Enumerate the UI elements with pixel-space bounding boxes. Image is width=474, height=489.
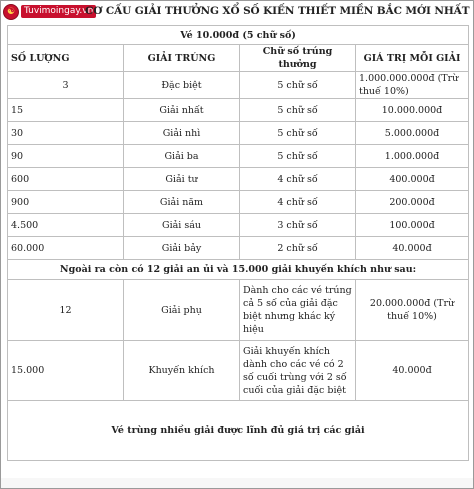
table-row	[8, 214, 469, 237]
column-header-value: GIÁ TRỊ MỖI GIẢI	[356, 45, 469, 72]
ticket-price-row	[8, 26, 469, 45]
quantity-cell: 30	[8, 122, 124, 145]
prize-table	[7, 25, 469, 461]
quantity-cell: 60.000	[8, 237, 124, 260]
quantity-cell: 4.500	[8, 214, 124, 237]
quantity-cell: 15.000	[8, 341, 124, 401]
prize-cell: Đặc biệt	[124, 72, 240, 99]
value-cell: 100.000đ	[356, 214, 469, 237]
digits-cell: 5 chữ số	[240, 122, 356, 145]
table-row	[8, 191, 469, 214]
table-row	[8, 168, 469, 191]
extra-note-row	[8, 260, 469, 280]
value-cell: 1.000.000đ	[356, 145, 469, 168]
digits-cell: 3 chữ số	[240, 214, 356, 237]
logo-text: Tuvimoingay.vn	[21, 5, 96, 18]
column-header-quantity: SỐ LƯỢNG	[8, 45, 124, 72]
quantity-cell: 90	[8, 145, 124, 168]
table-row	[8, 99, 469, 122]
table-row	[8, 280, 469, 341]
table-row	[8, 341, 469, 401]
prize-cell: Giải năm	[124, 191, 240, 214]
prize-cell: Giải phụ	[124, 280, 240, 341]
quantity-cell: 900	[8, 191, 124, 214]
column-header-prize: GIẢI TRÚNG	[124, 45, 240, 72]
ticket-price-label: Vé 10.000đ (5 chữ số)	[8, 26, 469, 45]
bottom-strip	[1, 478, 473, 488]
digits-cell: 2 chữ số	[240, 237, 356, 260]
title-bar	[1, 1, 473, 23]
value-cell: 200.000đ	[356, 191, 469, 214]
footer-note: Vé trùng nhiều giải được lĩnh đủ giá trị các giải	[8, 401, 469, 461]
quantity-cell: 12	[8, 280, 124, 341]
table-row	[8, 145, 469, 168]
prize-cell: Giải nhất	[124, 99, 240, 122]
prize-cell: Khuyến khích	[124, 341, 240, 401]
logo-emblem-icon: ☯	[3, 4, 19, 20]
prize-cell: Giải ba	[124, 145, 240, 168]
extra-prizes-note: Ngoài ra còn có 12 giải an ủi và 15.000 giải khuyến khích như sau:	[8, 260, 469, 280]
prize-cell: Giải tư	[124, 168, 240, 191]
value-cell: 5.000.000đ	[356, 122, 469, 145]
digits-cell: 5 chữ số	[240, 99, 356, 122]
column-header-digits: Chữ số trúng thưởng	[240, 45, 356, 72]
value-cell: 10.000.000đ	[356, 99, 469, 122]
value-cell: 40.000đ	[356, 341, 469, 401]
value-cell: 20.000.000đ (Trừ thuế 10%)	[356, 280, 469, 341]
table-row	[8, 72, 469, 99]
site-logo[interactable]	[3, 3, 96, 20]
value-cell: 400.000đ	[356, 168, 469, 191]
prize-cell: Giải nhì	[124, 122, 240, 145]
quantity-cell: 3	[8, 72, 124, 99]
table-row	[8, 122, 469, 145]
quantity-cell: 15	[8, 99, 124, 122]
page-title: CƠ CẤU GIẢI THƯỞNG XỔ SỐ KIẾN THIẾT MIỀN BẮC MỚI NHẤT	[85, 5, 470, 17]
digits-cell: Giải khuyến khích dành cho các vé có 2 số cuối trùng với 2 số cuối của giải đặc biệt	[240, 341, 356, 401]
value-cell: 1.000.000.000đ (Trừ thuế 10%)	[356, 72, 469, 99]
table-row	[8, 237, 469, 260]
digits-cell: Dành cho các vé trúng cả 5 số của giải đặc biệt nhưng khác ký hiệu	[240, 280, 356, 341]
prize-cell: Giải bảy	[124, 237, 240, 260]
footer-note-row	[8, 401, 469, 461]
quantity-cell: 600	[8, 168, 124, 191]
digits-cell: 4 chữ số	[240, 168, 356, 191]
value-cell: 40.000đ	[356, 237, 469, 260]
digits-cell: 4 chữ số	[240, 191, 356, 214]
digits-cell: 5 chữ số	[240, 72, 356, 99]
digits-cell: 5 chữ số	[240, 145, 356, 168]
prize-cell: Giải sáu	[124, 214, 240, 237]
table-header-row	[8, 45, 469, 72]
